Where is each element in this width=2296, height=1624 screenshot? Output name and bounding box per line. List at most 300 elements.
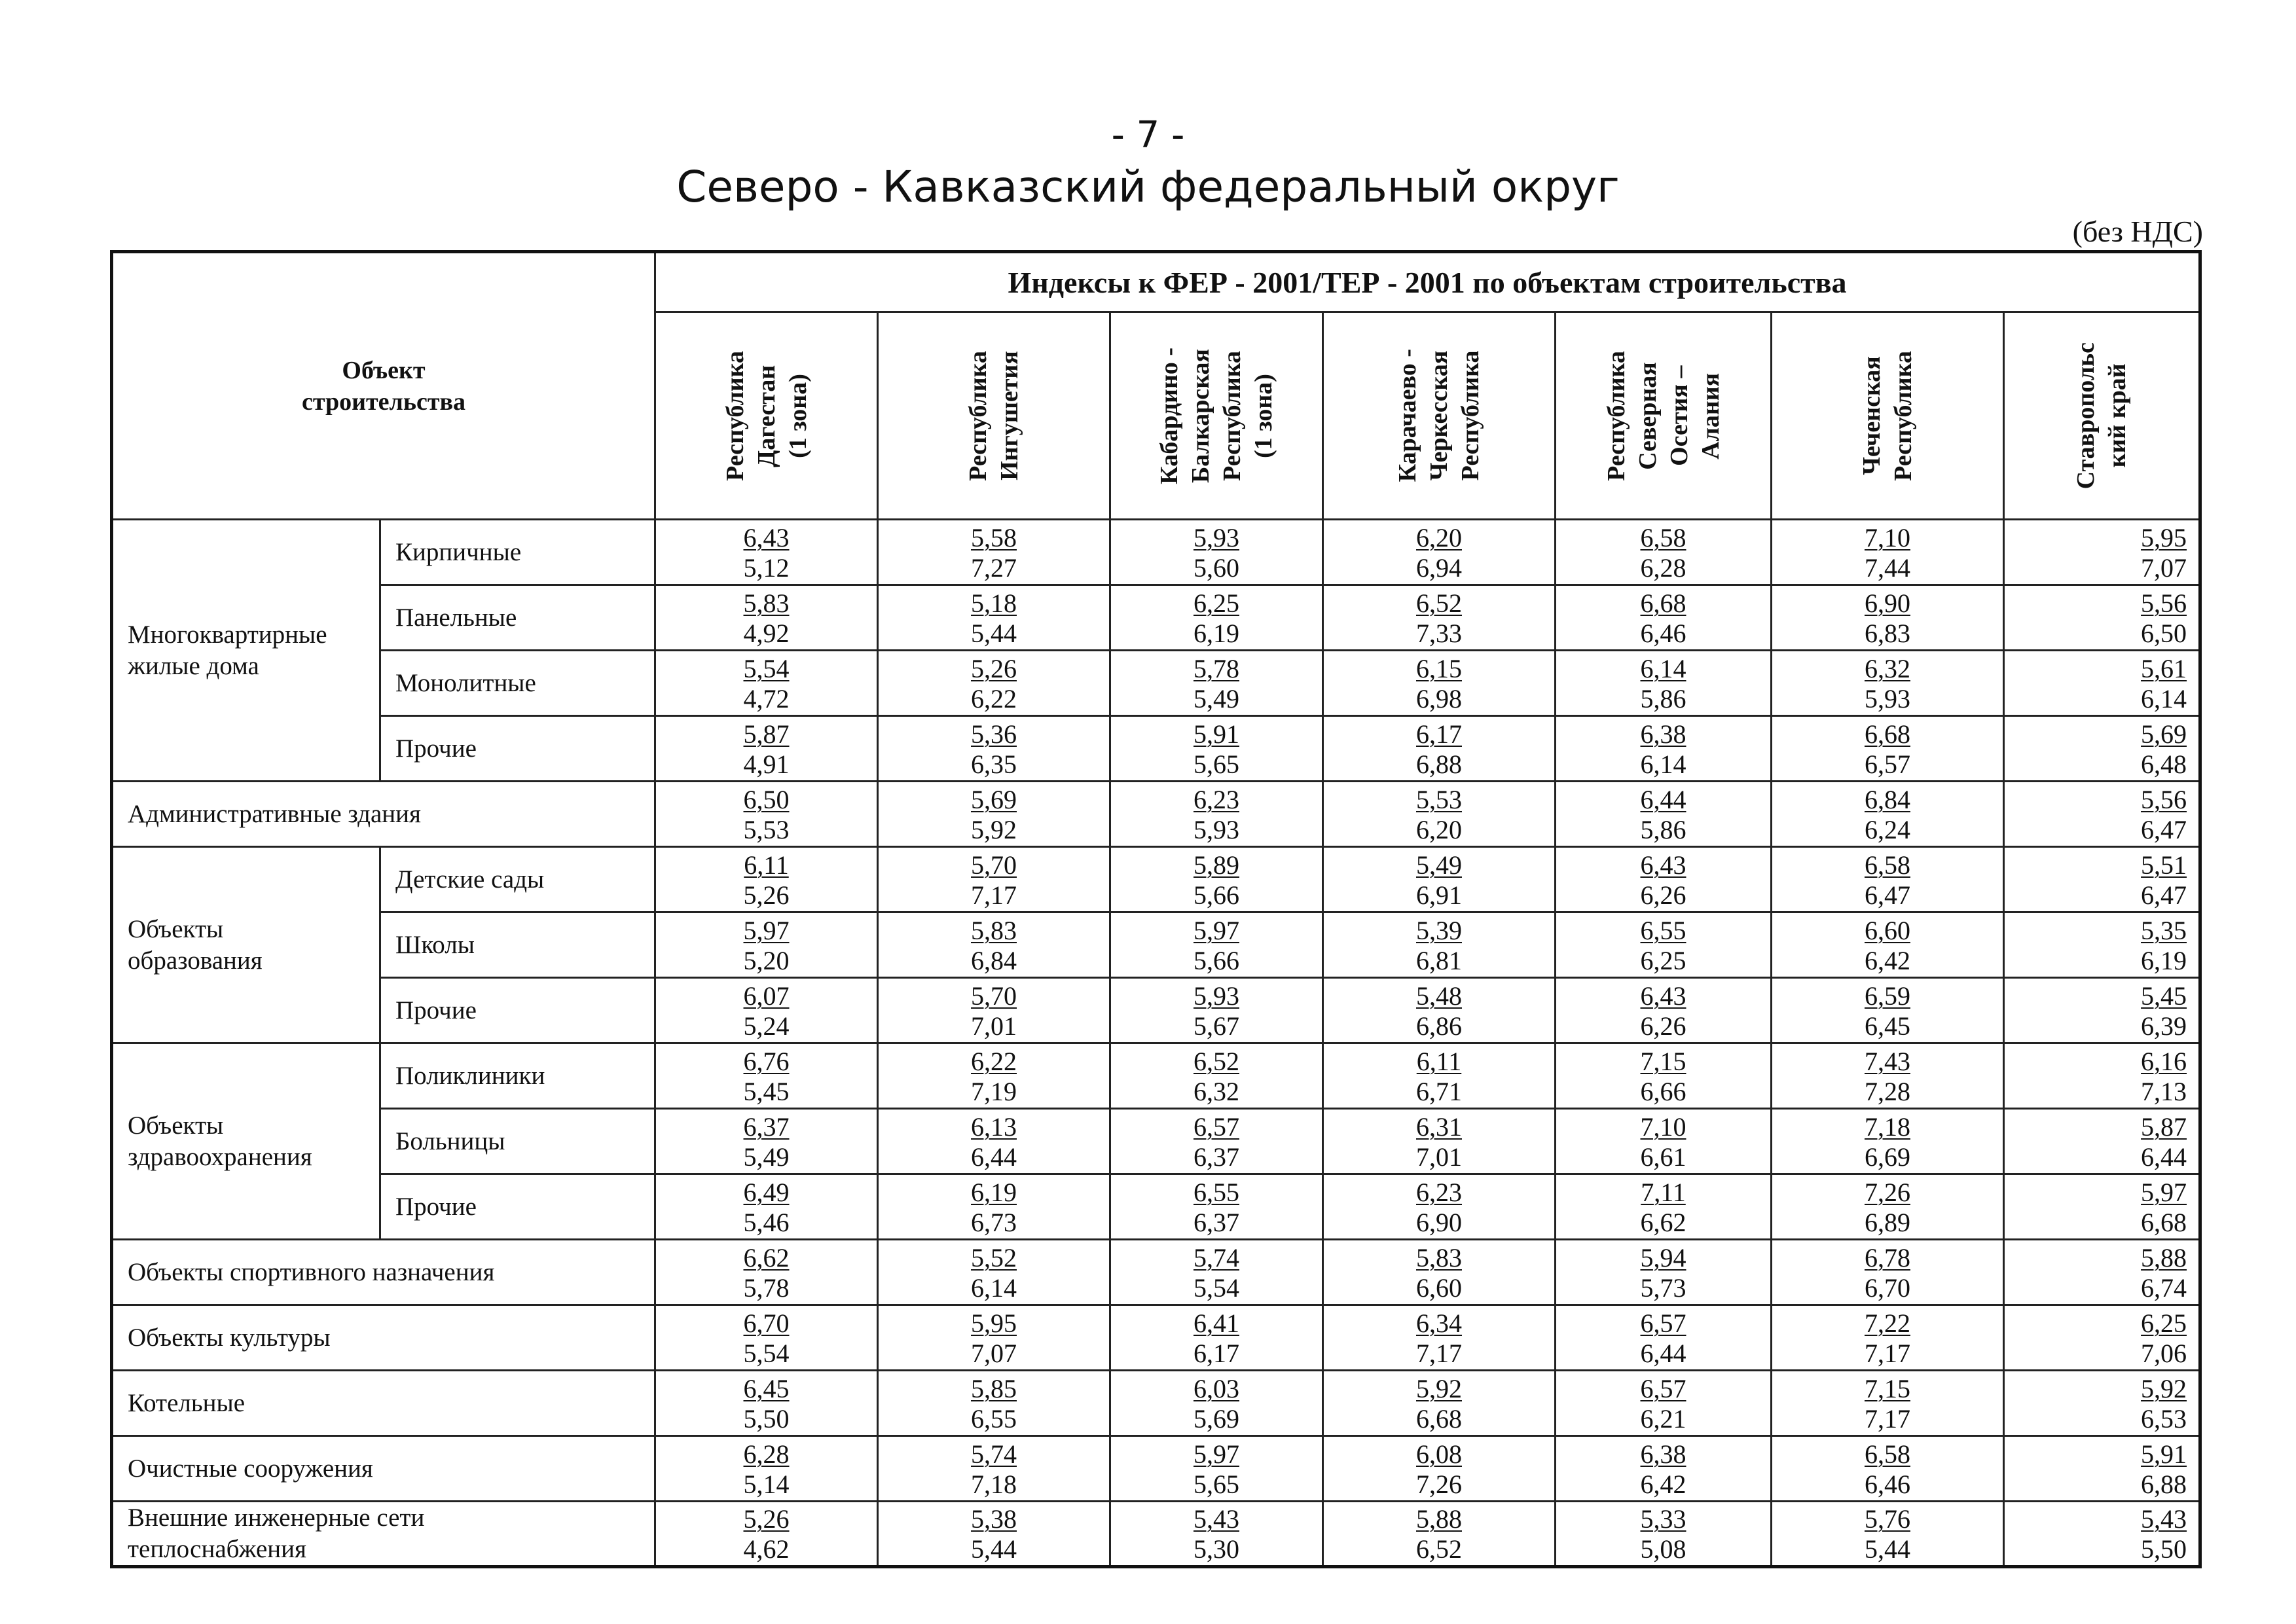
index-lower-value: 5,08	[1640, 1534, 1686, 1564]
index-lower-value: 6,19	[2141, 945, 2187, 975]
index-cell	[1110, 1371, 1323, 1436]
index-cell	[1556, 1305, 1772, 1371]
index-cell	[1323, 1240, 1556, 1305]
index-upper-value: 6,76	[743, 1046, 790, 1076]
index-lower-value: 7,17	[1416, 1338, 1462, 1368]
region-header	[878, 312, 1110, 520]
index-lower-value: 5,93	[1865, 683, 1910, 713]
index-lower-value: 5,30	[1194, 1534, 1239, 1564]
index-lower-value: 5,69	[1194, 1403, 1239, 1434]
index-upper-value: 5,48	[1416, 981, 1462, 1011]
object-group-label	[112, 520, 380, 782]
index-lower-value: 5,44	[971, 618, 1017, 648]
index-lower-value: 6,83	[1865, 618, 1910, 648]
index-cell	[655, 585, 878, 651]
index-lower-value: 6,88	[1416, 749, 1462, 779]
index-cell	[878, 1305, 1110, 1371]
index-upper-value: 6,25	[1194, 588, 1239, 618]
index-cell	[1556, 1240, 1772, 1305]
index-lower-value: 4,72	[743, 683, 790, 713]
region-header-label: Чеченская Республика	[1858, 350, 1917, 481]
index-upper-value: 6,31	[1416, 1111, 1462, 1142]
index-upper-value: 5,83	[743, 588, 790, 618]
object-subtype-label: Монолитные	[380, 651, 655, 716]
table-row	[112, 1371, 2200, 1436]
index-upper-value: 6,34	[1416, 1308, 1462, 1338]
object-group-text: Объекты образования	[128, 914, 263, 975]
index-upper-value: 5,43	[1194, 1504, 1239, 1534]
index-cell	[1110, 520, 1323, 585]
index-lower-value: 7,19	[971, 1076, 1017, 1106]
index-upper-value: 5,53	[1416, 784, 1462, 814]
index-cell	[1556, 1043, 1772, 1109]
object-group-label	[112, 782, 655, 847]
index-upper-value: 5,61	[2141, 653, 2187, 683]
table-row	[112, 1043, 2200, 1109]
index-upper-value: 6,50	[743, 784, 790, 814]
index-cell	[2004, 1436, 2200, 1502]
index-upper-value: 6,11	[744, 850, 789, 880]
index-lower-value: 4,91	[743, 749, 790, 779]
region-header-label: Республика Ингушетия	[964, 350, 1023, 481]
index-upper-value: 6,38	[1640, 719, 1686, 749]
index-lower-value: 6,84	[971, 945, 1017, 975]
indices-table	[110, 250, 2202, 1568]
index-cell	[878, 1502, 1110, 1567]
index-upper-value: 5,76	[1865, 1504, 1910, 1534]
index-cell	[2004, 1305, 2200, 1371]
region-header	[1323, 312, 1556, 520]
object-subtype-label: Больницы	[380, 1109, 655, 1174]
index-lower-value: 6,48	[2141, 749, 2187, 779]
index-upper-value: 5,58	[971, 522, 1017, 552]
index-lower-value: 5,65	[1194, 1469, 1239, 1499]
index-cell	[1772, 1436, 2004, 1502]
index-lower-value: 6,98	[1416, 683, 1462, 713]
index-cell	[1110, 1174, 1323, 1240]
index-lower-value: 5,86	[1640, 683, 1686, 713]
index-lower-value: 7,06	[2141, 1338, 2187, 1368]
object-header-label: Объект строительства	[301, 356, 466, 416]
index-lower-value: 6,45	[1865, 1011, 1910, 1041]
index-cell	[1323, 1174, 1556, 1240]
index-lower-value: 7,07	[971, 1338, 1017, 1368]
index-upper-value: 5,43	[2141, 1504, 2187, 1534]
index-cell	[878, 912, 1110, 978]
index-cell	[1323, 978, 1556, 1043]
index-lower-value: 5,50	[743, 1403, 790, 1434]
index-lower-value: 5,24	[743, 1011, 790, 1041]
table-row	[112, 651, 2200, 716]
index-upper-value: 5,70	[971, 850, 1017, 880]
index-lower-value: 5,50	[2141, 1534, 2187, 1564]
region-header-label: Кабардино - Балкарская Республика (1 зона)	[1156, 347, 1277, 484]
index-upper-value: 5,74	[1194, 1242, 1239, 1272]
index-upper-value: 6,03	[1194, 1373, 1239, 1403]
index-cell	[655, 1240, 878, 1305]
object-group-label	[112, 1305, 655, 1371]
index-cell	[1772, 978, 2004, 1043]
index-cell	[1110, 1109, 1323, 1174]
index-lower-value: 6,44	[971, 1142, 1017, 1172]
index-upper-value: 6,32	[1865, 653, 1910, 683]
index-upper-value: 6,68	[1640, 588, 1686, 618]
index-cell	[1772, 1240, 2004, 1305]
index-upper-value: 5,88	[1416, 1504, 1462, 1534]
index-lower-value: 7,33	[1416, 618, 1462, 648]
index-cell	[2004, 782, 2200, 847]
object-subtype-label: Кирпичные	[380, 520, 655, 585]
index-upper-value: 5,88	[2141, 1242, 2187, 1272]
index-upper-value: 7,10	[1865, 522, 1910, 552]
region-header	[655, 312, 878, 520]
index-cell	[1556, 1502, 1772, 1567]
index-upper-value: 5,91	[2141, 1439, 2187, 1469]
index-lower-value: 5,54	[743, 1338, 790, 1368]
index-lower-value: 6,62	[1640, 1207, 1686, 1237]
index-upper-value: 7,22	[1865, 1308, 1910, 1338]
table-row	[112, 1174, 2200, 1240]
index-cell	[2004, 847, 2200, 912]
object-subtype-label: Детские сады	[380, 847, 655, 912]
object-group-text: Котельные	[128, 1388, 246, 1417]
index-upper-value: 7,15	[1640, 1046, 1686, 1076]
index-cell	[1772, 520, 2004, 585]
index-upper-value: 6,25	[2141, 1308, 2187, 1338]
index-upper-value: 7,10	[1640, 1111, 1686, 1142]
index-lower-value: 6,28	[1640, 552, 1686, 583]
index-cell	[1323, 1043, 1556, 1109]
index-lower-value: 6,42	[1865, 945, 1910, 975]
index-upper-value: 6,58	[1865, 850, 1910, 880]
index-cell	[1323, 651, 1556, 716]
index-lower-value: 5,49	[743, 1142, 790, 1172]
index-lower-value: 6,26	[1640, 880, 1686, 910]
index-cell	[1556, 978, 1772, 1043]
index-cell	[1556, 1436, 1772, 1502]
index-cell	[2004, 912, 2200, 978]
index-cell	[878, 520, 1110, 585]
index-upper-value: 6,43	[1640, 850, 1686, 880]
index-upper-value: 6,70	[743, 1308, 790, 1338]
index-cell	[1110, 847, 1323, 912]
region-header	[1556, 312, 1772, 520]
index-upper-value: 5,26	[743, 1504, 790, 1534]
index-cell	[1323, 1109, 1556, 1174]
index-cell	[2004, 716, 2200, 782]
index-upper-value: 6,23	[1194, 784, 1239, 814]
index-cell	[1110, 585, 1323, 651]
index-lower-value: 4,92	[743, 618, 790, 648]
index-cell	[1110, 978, 1323, 1043]
index-upper-value: 6,23	[1416, 1177, 1462, 1207]
index-cell	[1323, 716, 1556, 782]
index-upper-value: 6,22	[971, 1046, 1017, 1076]
index-upper-value: 6,59	[1865, 981, 1910, 1011]
index-cell	[1110, 1305, 1323, 1371]
index-cell	[1323, 585, 1556, 651]
index-lower-value: 5,20	[743, 945, 790, 975]
index-cell	[2004, 978, 2200, 1043]
index-cell	[1772, 1502, 2004, 1567]
index-lower-value: 4,62	[743, 1534, 790, 1564]
index-cell	[1323, 1305, 1556, 1371]
index-upper-value: 5,33	[1640, 1504, 1686, 1534]
index-cell	[878, 1043, 1110, 1109]
index-lower-value: 6,90	[1416, 1207, 1462, 1237]
vat-note: (без НДС)	[2072, 215, 2203, 248]
index-lower-value: 5,46	[743, 1207, 790, 1237]
object-group-label	[112, 1240, 655, 1305]
index-lower-value: 6,73	[971, 1207, 1017, 1237]
index-cell	[1556, 912, 1772, 978]
index-lower-value: 5,26	[743, 880, 790, 910]
object-subtype-label: Прочие	[380, 1174, 655, 1240]
index-upper-value: 6,58	[1865, 1439, 1910, 1469]
index-upper-value: 6,49	[743, 1177, 790, 1207]
index-upper-value: 5,97	[1194, 915, 1239, 945]
index-cell	[1556, 847, 1772, 912]
index-upper-value: 5,26	[971, 653, 1017, 683]
index-upper-value: 6,14	[1640, 653, 1686, 683]
index-cell	[655, 520, 878, 585]
index-lower-value: 6,91	[1416, 880, 1462, 910]
index-lower-value: 6,26	[1640, 1011, 1686, 1041]
object-group-label	[112, 1043, 380, 1240]
index-cell	[878, 847, 1110, 912]
index-upper-value: 6,55	[1194, 1177, 1239, 1207]
index-lower-value: 5,49	[1194, 683, 1239, 713]
index-cell	[655, 782, 878, 847]
index-lower-value: 6,37	[1194, 1207, 1239, 1237]
index-upper-value: 6,28	[743, 1439, 790, 1469]
index-upper-value: 5,51	[2141, 850, 2187, 880]
index-cell	[1110, 782, 1323, 847]
index-lower-value: 5,66	[1194, 945, 1239, 975]
index-upper-value: 5,83	[1416, 1242, 1462, 1272]
index-lower-value: 5,53	[743, 814, 790, 844]
index-cell	[655, 1043, 878, 1109]
index-cell	[1772, 912, 2004, 978]
object-group-label	[112, 1371, 655, 1436]
index-upper-value: 6,11	[1416, 1046, 1462, 1076]
index-cell	[1772, 1174, 2004, 1240]
index-cell	[1556, 782, 1772, 847]
index-cell	[1772, 1109, 2004, 1174]
index-cell	[1556, 585, 1772, 651]
index-lower-value: 6,88	[2141, 1469, 2187, 1499]
index-cell	[1556, 1371, 1772, 1436]
indices-header: Индексы к ФЕР - 2001/ТЕР - 2001 по объектам строительства	[655, 252, 2200, 312]
index-upper-value: 5,92	[2141, 1373, 2187, 1403]
index-upper-value: 6,58	[1640, 522, 1686, 552]
index-upper-value: 6,19	[971, 1177, 1017, 1207]
region-header	[2004, 312, 2200, 520]
index-upper-value: 6,60	[1865, 915, 1910, 945]
index-cell	[2004, 1174, 2200, 1240]
index-cell	[878, 782, 1110, 847]
index-lower-value: 7,26	[1416, 1469, 1462, 1499]
index-cell	[1323, 782, 1556, 847]
index-upper-value: 5,89	[1194, 850, 1239, 880]
object-group-text: Административные здания	[128, 799, 421, 828]
table-row	[112, 1502, 2200, 1567]
index-lower-value: 6,86	[1416, 1011, 1462, 1041]
index-upper-value: 5,87	[743, 719, 790, 749]
index-upper-value: 5,69	[2141, 719, 2187, 749]
index-cell	[878, 978, 1110, 1043]
index-upper-value: 6,20	[1416, 522, 1462, 552]
index-lower-value: 6,89	[1865, 1207, 1910, 1237]
index-cell	[655, 978, 878, 1043]
index-lower-value: 6,35	[971, 749, 1017, 779]
index-upper-value: 7,26	[1865, 1177, 1910, 1207]
index-upper-value: 6,68	[1865, 719, 1910, 749]
object-subtype-label: Школы	[380, 912, 655, 978]
index-lower-value: 6,44	[1640, 1338, 1686, 1368]
index-upper-value: 5,78	[1194, 653, 1239, 683]
table-row	[112, 912, 2200, 978]
index-lower-value: 5,78	[743, 1272, 790, 1303]
index-cell	[1323, 520, 1556, 585]
index-upper-value: 5,56	[2141, 588, 2187, 618]
index-upper-value: 5,85	[971, 1373, 1017, 1403]
index-lower-value: 6,39	[2141, 1011, 2187, 1041]
index-lower-value: 5,93	[1194, 814, 1239, 844]
table-row	[112, 847, 2200, 912]
index-lower-value: 6,44	[2141, 1142, 2187, 1172]
index-lower-value: 6,21	[1640, 1403, 1686, 1434]
index-cell	[1772, 1043, 2004, 1109]
index-lower-value: 7,44	[1865, 552, 1910, 583]
index-lower-value: 6,70	[1865, 1272, 1910, 1303]
object-subtype-label: Панельные	[380, 585, 655, 651]
index-cell	[1110, 1502, 1323, 1567]
index-cell	[878, 1240, 1110, 1305]
index-lower-value: 6,22	[971, 683, 1017, 713]
index-upper-value: 6,41	[1194, 1308, 1239, 1338]
table-row	[112, 716, 2200, 782]
index-upper-value: 5,56	[2141, 784, 2187, 814]
index-cell	[1772, 651, 2004, 716]
index-lower-value: 6,47	[2141, 814, 2187, 844]
index-upper-value: 5,87	[2141, 1111, 2187, 1142]
index-upper-value: 6,17	[1416, 719, 1462, 749]
object-group-text: Очистные сооружения	[128, 1454, 373, 1483]
index-lower-value: 5,92	[971, 814, 1017, 844]
index-upper-value: 5,97	[743, 915, 790, 945]
object-group-label	[112, 1436, 655, 1502]
table-row	[112, 782, 2200, 847]
index-lower-value: 6,53	[2141, 1403, 2187, 1434]
object-group-text: Объекты культуры	[128, 1323, 331, 1352]
index-cell	[2004, 1371, 2200, 1436]
index-lower-value: 6,24	[1865, 814, 1910, 844]
index-upper-value: 6,38	[1640, 1439, 1686, 1469]
index-lower-value: 6,50	[2141, 618, 2187, 648]
index-lower-value: 7,28	[1865, 1076, 1910, 1106]
index-lower-value: 6,57	[1865, 749, 1910, 779]
object-subtype-label: Прочие	[380, 978, 655, 1043]
region-header	[1772, 312, 2004, 520]
index-lower-value: 6,32	[1194, 1076, 1239, 1106]
index-upper-value: 6,52	[1194, 1046, 1239, 1076]
index-lower-value: 6,46	[1865, 1469, 1910, 1499]
index-lower-value: 6,52	[1416, 1534, 1462, 1564]
region-header-label: Ставропольс кий край	[2072, 342, 2132, 490]
object-group-label	[112, 1502, 655, 1567]
table-row	[112, 585, 2200, 651]
index-lower-value: 7,27	[971, 552, 1017, 583]
index-upper-value: 5,18	[971, 588, 1017, 618]
index-cell	[2004, 1043, 2200, 1109]
index-cell	[655, 1371, 878, 1436]
index-cell	[1556, 651, 1772, 716]
index-lower-value: 5,14	[743, 1469, 790, 1499]
index-upper-value: 6,84	[1865, 784, 1910, 814]
index-lower-value: 5,54	[1194, 1272, 1239, 1303]
index-lower-value: 6,68	[1416, 1403, 1462, 1434]
index-upper-value: 6,52	[1416, 588, 1462, 618]
index-lower-value: 5,60	[1194, 552, 1239, 583]
index-upper-value: 6,13	[971, 1111, 1017, 1142]
index-lower-value: 7,07	[2141, 552, 2187, 583]
index-upper-value: 6,07	[743, 981, 790, 1011]
index-lower-value: 6,71	[1416, 1076, 1462, 1106]
index-upper-value: 6,43	[1640, 981, 1686, 1011]
object-group-label	[112, 847, 380, 1043]
region-header-label: Карачаево - Черкесская Республика	[1394, 349, 1484, 482]
index-lower-value: 6,19	[1194, 618, 1239, 648]
table-row	[112, 978, 2200, 1043]
index-cell	[1323, 1436, 1556, 1502]
index-upper-value: 5,94	[1640, 1242, 1686, 1272]
index-lower-value: 6,37	[1194, 1142, 1239, 1172]
index-cell	[2004, 1240, 2200, 1305]
index-lower-value: 5,12	[743, 552, 790, 583]
index-cell	[1772, 847, 2004, 912]
index-lower-value: 5,67	[1194, 1011, 1239, 1041]
index-lower-value: 6,68	[2141, 1207, 2187, 1237]
index-upper-value: 5,74	[971, 1439, 1017, 1469]
index-lower-value: 5,45	[743, 1076, 790, 1106]
page-title: Северо - Кавказский федеральный округ	[676, 162, 1620, 212]
page-number: - 7 -	[1111, 114, 1185, 156]
index-lower-value: 7,17	[971, 880, 1017, 910]
index-lower-value: 7,01	[971, 1011, 1017, 1041]
index-upper-value: 6,57	[1194, 1111, 1239, 1142]
object-group-text: Многоквартирные жилые дома	[128, 620, 327, 680]
index-cell	[1556, 1174, 1772, 1240]
index-lower-value: 5,73	[1640, 1272, 1686, 1303]
index-lower-value: 6,14	[1640, 749, 1686, 779]
index-upper-value: 7,43	[1865, 1046, 1910, 1076]
index-lower-value: 7,01	[1416, 1142, 1462, 1172]
index-cell	[878, 1371, 1110, 1436]
index-cell	[1110, 1240, 1323, 1305]
index-upper-value: 7,11	[1641, 1177, 1686, 1207]
index-cell	[655, 847, 878, 912]
region-header-label: Республика Северная Осетия – Алания	[1602, 350, 1724, 481]
index-cell	[1110, 912, 1323, 978]
index-upper-value: 5,97	[2141, 1177, 2187, 1207]
index-upper-value: 6,45	[743, 1373, 790, 1403]
index-upper-value: 5,39	[1416, 915, 1462, 945]
index-cell	[655, 651, 878, 716]
table-row	[112, 1436, 2200, 1502]
region-header	[1110, 312, 1323, 520]
index-lower-value: 6,17	[1194, 1338, 1239, 1368]
